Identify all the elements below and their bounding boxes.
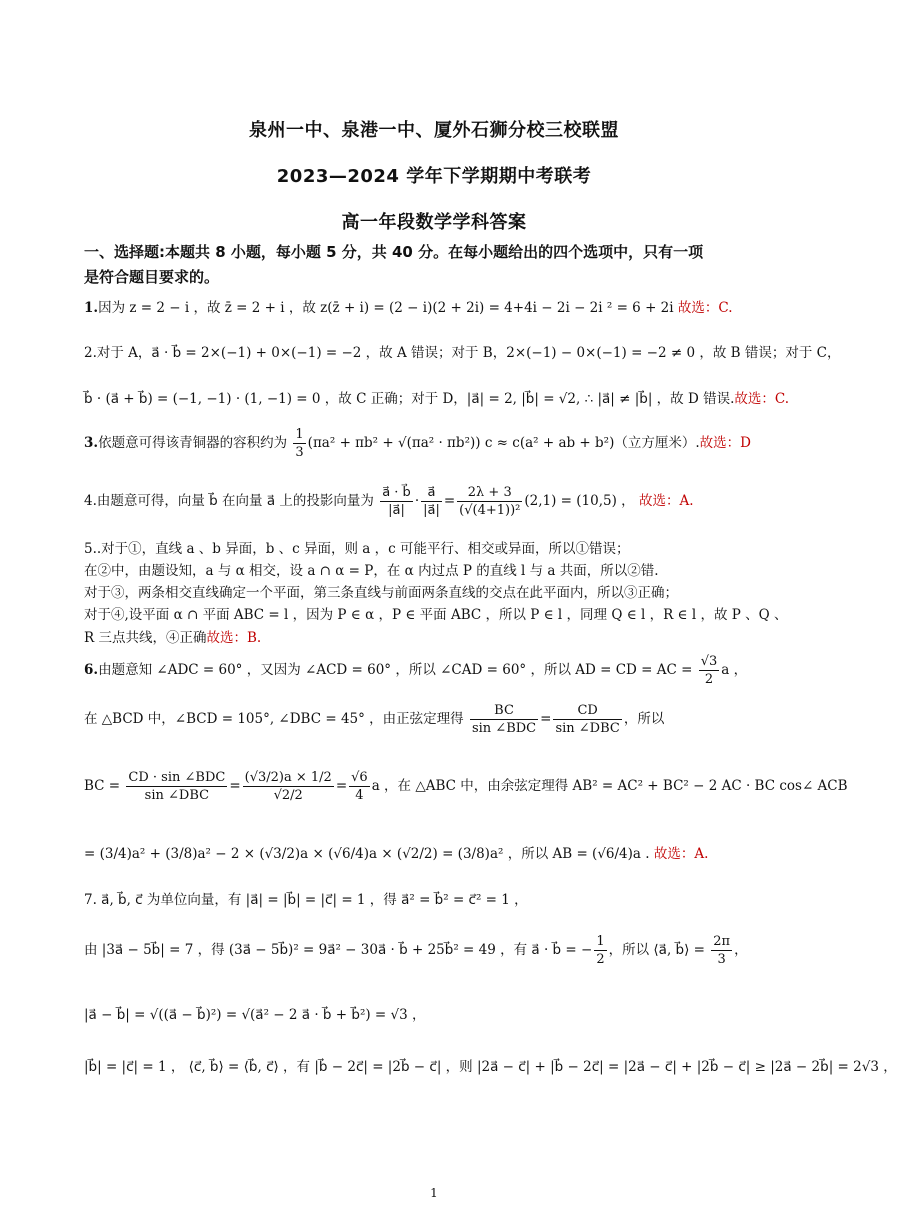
q4-fraction-3 — [457, 484, 522, 519]
q4-fraction-1 — [380, 484, 413, 519]
q6-line2-pre: 在 △BCD 中，∠BCD = 105°, ∠DBC = 45° ，由正弦定理得 — [84, 711, 464, 727]
q2-solution-line1: 2.对于 A，a⃗ · b⃗ = 2×(−1) + 0×(−1) = −2 ，故 A 错误；对于 B，2×(−1) − 0×(−1) = −2 ≠ 0 ，故 B 错误；对于 C， — [84, 345, 841, 361]
q7-line2-mid: ，所以 ⟨a⃗, b⃗⟩ = — [608, 942, 705, 958]
q5-line1: 5..对于①，直线 a 、b 异面，b 、c 异面，则 a ，c 可能平行、相交或异面，所以①错误； — [84, 541, 630, 557]
q7-line2 — [84, 928, 796, 972]
q3-frac-num: 1 — [295, 427, 304, 442]
q6-line1-frac-num: √3 — [700, 654, 718, 669]
q7-line3: |a⃗ − b⃗| = √((a⃗ − b⃗)²) = √(a⃗² − 2 a⃗ · b⃗ + b⃗²) = √3 ， — [84, 1007, 426, 1023]
q6-line2-eq: = — [540, 711, 552, 727]
section-choice-heading — [84, 240, 794, 290]
q6-line3 — [84, 756, 848, 816]
q4-solution: 4.由题意可得，向量 b⃗ 在向量 a⃗ 上的投影向量为 $\frac{a⃗ \cdot b⃗}{|a⃗|}$ · $\frac{a⃗}{|a⃗|}$ = $\frac{2\lambda + 3}{\text{(√(4+1))²}}$ (2,1) = (10,5) ， 故选：A. — [84, 485, 694, 518]
title-schools: 泉州一中、泉港一中、厦外石狮分校三校联盟 — [249, 120, 619, 141]
q6-line2-f2-den: sin ∠DBC — [555, 721, 620, 736]
q6-line3-f1-den: sin ∠DBC — [144, 788, 210, 803]
q6-line2 — [84, 698, 796, 740]
q6-line3-tail: a ，在 △ABC 中，由余弦定理得 AB² = AC² + BC² − 2 AC · BC cos∠ ACB — [371, 778, 848, 794]
q7-line2-f2-num: 2π — [713, 934, 731, 949]
q7-line2-f1-num: 1 — [596, 934, 605, 949]
q6-line3-pre: BC = — [84, 778, 121, 794]
q7-line2-fraction-2 — [711, 933, 732, 968]
page-number: 1 — [430, 1186, 438, 1200]
q6-line3-f3-num: √6 — [351, 770, 368, 785]
section-heading-line1: 一、选择题:本题共 8 小题，每小题 5 分，共 40 分。在每小题给出的四个选项中，只有一项 — [84, 243, 704, 261]
q7-line2-tail: ， — [734, 942, 748, 958]
q4-f3-den: (√(4+1))² — [459, 503, 521, 518]
q7-line2-f2-den: 3 — [717, 952, 726, 967]
q4-fraction-2 — [421, 484, 442, 519]
q6-line3-f2-num: (√3/2)a × 1/2 — [244, 770, 332, 785]
q5-line5 — [84, 627, 796, 649]
q6-line3-f3-den: 4 — [355, 788, 364, 803]
q4-f2-den: |a⃗| — [423, 503, 440, 518]
q4-f3-num: 2λ + 3 — [457, 484, 522, 502]
q3-fraction — [293, 426, 305, 461]
q5-line3: 对于③，两条相交直线确定一个平面，第三条直线与前面两条直线的交点在此平面内，所以③正确； — [84, 585, 678, 601]
title-exam: 2023—2024 学年下学期期中考联考 — [276, 166, 592, 187]
q4-f1-num: a⃗ · b⃗ — [382, 485, 411, 500]
q6-line2-f2-num: CD — [553, 702, 621, 720]
q7-line1: 7. a⃗, b⃗, c⃗ 为单位向量，有 |a⃗| = |b⃗| = |c⃗| = 1 ，得 a⃗² = b⃗² = c⃗² = 1 ， — [84, 892, 528, 908]
q6-line1 — [84, 650, 796, 690]
q5-answer: 故选：B. — [206, 630, 262, 646]
q3-number: 3. — [84, 435, 99, 451]
q6-line1-text: 由题意知 ∠ADC = 60° ，又因为 ∠ACD = 60° ，所以 ∠CAD = 60° ，所以 AD = CD = AC = — [98, 662, 693, 678]
q3-post: (πa² + πb² + √(πa² · πb²)) c ≈ c(a² + ab + b²)（立方厘米）. — [307, 435, 700, 451]
q6-line3-fraction-2 — [243, 769, 334, 804]
q7-line2-pre: 由 |3a⃗ − 5b⃗| = 7 ，得 (3a⃗ − 5b⃗)² = 9a⃗² − 30a⃗ · b⃗ + 25b⃗² = 49 ，有 a⃗ · b⃗ = − — [84, 942, 593, 958]
q6-line2-f1-num: BC — [470, 702, 538, 720]
q6-number: 6. — [84, 662, 99, 678]
q4-pre: 4.由题意可得，向量 b⃗ 在向量 a⃗ 上的投影向量为 — [84, 493, 374, 509]
q6-line3-fraction-1 — [126, 769, 227, 804]
q6-line2-fraction-2 — [553, 702, 621, 737]
q6-line3-f2-den: √2/2 — [273, 788, 303, 803]
q6-line4 — [84, 843, 796, 865]
q1-answer: 故选：C. — [677, 300, 733, 316]
q4-answer: 故选：A. — [638, 493, 694, 509]
q4-f1-den: |a⃗| — [388, 503, 405, 518]
q7-line4: |b⃗| = |c⃗| = 1 ， ⟨c⃗, b⃗⟩ = ⟨b⃗, c⃗⟩ ，有 |b⃗ − 2c⃗| = |2b⃗ − c⃗| ，则 |2a⃗ − c⃗| + |b⃗ − 2c⃗| = |2a⃗ − c⃗| + |2b⃗ − c⃗| ≥ |2a⃗ − 2b⃗| = 2√3 ， — [84, 1059, 897, 1075]
q3-answer: 故选：D — [699, 435, 751, 451]
q1-number: 1. — [84, 300, 99, 316]
q7-line2-fraction-1 — [594, 933, 606, 968]
q6-line3-f1-num: CD · sin ∠BDC — [128, 770, 226, 785]
q1-solution — [84, 297, 796, 319]
q4-f2-num: a⃗ — [421, 484, 442, 502]
q6-line2-tail: ，所以 — [623, 711, 665, 727]
q6-line1-tail: a ， — [721, 662, 748, 678]
q6-line4-text: = (3/4)a² + (3/8)a² − 2 × (√3/2)a × (√6/4)a × (√2/2) = (3/8)a² ，所以 AB = (√6/4)a . — [84, 846, 650, 862]
q5-line2: 在②中，由题设知，a 与 α 相交，设 a ∩ α = P，在 α 内过点 P 的直线 l 与 a 共面，所以②错. — [84, 563, 659, 579]
q6-line3-eq: = — [229, 778, 241, 794]
q6-line3-eq2: = — [335, 778, 348, 794]
q6-line2-f1-den: sin ∠BDC — [471, 721, 537, 736]
q2-answer: 故选：C. — [734, 391, 790, 407]
q6-line1-frac-den: 2 — [704, 672, 714, 687]
q1-text: 因为 z = 2 − i ，故 z̄ = 2 + i ，故 z(z̄ + i) = (2 − i)(2 + 2i) = 4+4i − 2i − 2i ² = 6 + 2i — [98, 300, 674, 316]
q6-line3-fraction-3 — [349, 769, 370, 804]
q6-line2-fraction-1 — [470, 702, 538, 737]
q4-post: (2,1) = (10,5) ， — [524, 493, 635, 509]
section-heading-line2: 是符合题目要求的。 — [84, 268, 220, 286]
q7-line2-f1-den: 2 — [596, 952, 605, 967]
q3-solution — [84, 426, 796, 461]
q2-solution-line2 — [84, 388, 796, 410]
q6-answer: 故选：A. — [653, 846, 709, 862]
q3-frac-den: 3 — [295, 445, 304, 460]
title-subject: 高一年段数学学科答案 — [341, 212, 527, 233]
q2-line2-text: b⃗ · (a⃗ + b⃗) = (−1, −1) · (1, −1) = 0 ，故 C 正确；对于 D，|a⃗| = 2, |b⃗| = √2, ∴ |a⃗| ≠ |b⃗| ，故 D 错误. — [84, 391, 735, 407]
q6-line1-fraction — [699, 653, 720, 688]
q5-line5-text: R 三点共线，④正确 — [84, 630, 207, 646]
q3-pre: 依题意可得该青铜器的容积约为 — [98, 435, 288, 451]
q5-line4: 对于④,设平面 α ∩ 平面 ABC = l ，因为 P ∈ α ，P ∈ 平面 ABC ，所以 P ∈ l ，同理 Q ∈ l ，R ∈ l ，故 P 、Q 、 — [84, 607, 788, 623]
